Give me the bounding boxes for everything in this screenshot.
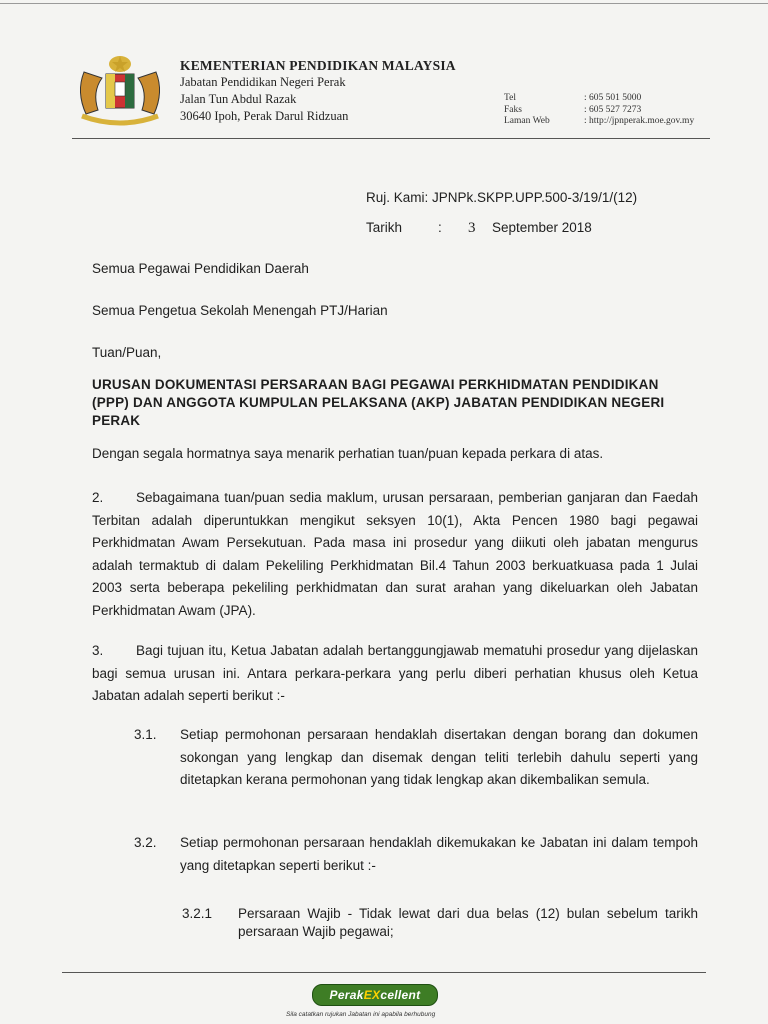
paragraph-2 bbox=[92, 487, 698, 622]
letterhead-block bbox=[180, 58, 456, 125]
contact-row-tel: Tel : 605 501 5000 bbox=[504, 93, 642, 103]
paragraph-text: Bagi tujuan itu, Ketua Jabatan adalah bertanggungjawab mematuhi prosedur yang dijelaskan bagi semua urusan ini. Antara perkara-perkara yang perlu diberi perhatian khusus oleh Ketua Jabatan adalah seperti berikut :- bbox=[92, 643, 698, 703]
contact-row-fax: Faks : 605 527 7273 bbox=[504, 104, 642, 115]
letter-date bbox=[366, 220, 592, 237]
perak-excellent-logo: Perak EX cellent bbox=[312, 984, 438, 1006]
recipient-2: Semua Pengetua Sekolah Menengah PTJ/Harian bbox=[92, 303, 388, 318]
paragraph-number: 3. bbox=[92, 643, 104, 658]
reference-number: Ruj. Kami: JPNPk.SKPP.UPP.500-3/19/1/(12) bbox=[366, 190, 638, 205]
subitem-text: Setiap permohonan persaraan hendaklah disertakan dengan borang dan dokumen sokongan yang lengkap dan disemak dengan teliti terlebih dahulu seperti yang ditetapkan kerana permohonan yang tidak lengkap akan dikembalikan semula. bbox=[180, 727, 698, 787]
department-name: Jabatan Pendidikan Negeri Perak bbox=[180, 75, 346, 89]
date-month-year: September 2018 bbox=[492, 220, 592, 235]
letter-subject: URUSAN DOKUMENTASI PERSARAAN BAGI PEGAWAI PERKHIDMATAN PENDIDIKAN (PPP) DAN ANGGOTA KUMPULAN PELAKSANA (AKP) JABATAN PENDIDIKAN NEGERI PERAK bbox=[92, 377, 665, 428]
paragraph-3 bbox=[92, 640, 698, 708]
subitem-number: 3.2.1 bbox=[182, 906, 213, 921]
top-edge-line bbox=[0, 3, 768, 4]
footer-tagline: Sila catatkan rujukan Jabatan ini apabila berhubung bbox=[286, 1011, 436, 1018]
coat-of-arms-icon bbox=[70, 52, 170, 132]
subitem-text: Persaraan Wajib - Tidak lewat dari dua belas (12) bulan sebelum tarikh persaraan Wajib pegawai; bbox=[238, 906, 698, 939]
date-label: Tarikh bbox=[366, 220, 403, 235]
subitem-3-2-1 bbox=[182, 905, 698, 941]
date-colon: : bbox=[438, 220, 442, 235]
subitem-text: Setiap permohonan persaraan hendaklah dikemukakan ke Jabatan ini dalam tempoh yang ditetapkan seperti berikut :- bbox=[180, 835, 698, 873]
contact-row-web: Laman Web : http://jpnperak.moe.gov.my bbox=[504, 116, 695, 126]
subitem-3-1 bbox=[134, 724, 698, 792]
paragraph-number: 2. bbox=[92, 490, 104, 505]
ministry-name: KEMENTERIAN PENDIDIKAN MALAYSIA bbox=[180, 58, 456, 73]
footer-divider bbox=[62, 972, 706, 973]
address-line-1: Jalan Tun Abdul Razak bbox=[180, 92, 297, 106]
header-divider bbox=[72, 138, 710, 139]
intro-paragraph: Dengan segala hormatnya saya menarik perhatian tuan/puan kepada perkara di atas. bbox=[92, 446, 604, 461]
recipient-1: Semua Pegawai Pendidikan Daerah bbox=[92, 261, 309, 276]
date-day: 3 bbox=[468, 220, 476, 236]
paragraph-text: Sebagaimana tuan/puan sedia maklum, urusan persaraan, pemberian ganjaran dan Faedah Terbitan adalah diperuntukkan mengikut seksyen 10(1), Akta Pencen 1980 bagi pegawai Perkhidmatan Awam Persekutuan. Pada masa ini prosedur yang diikuti oleh jabatan mengurus adalah termaktub di dalam Pekeliling Perkhidmatan Bil.4 Tahun 2003 berkuatkuasa pada 1 Julai 2003 serta beberapa pekeliling perkhidmatan dan surat arahan yang dikeluarkan oleh Jabatan Perkhidmatan Awam (JPA). bbox=[92, 490, 698, 618]
subitem-number: 3.1. bbox=[134, 727, 157, 742]
contact-block bbox=[504, 93, 694, 128]
salutation: Tuan/Puan, bbox=[92, 345, 162, 360]
address-line-2: 30640 Ipoh, Perak Darul Ridzuan bbox=[180, 109, 349, 123]
subitem-number: 3.2. bbox=[134, 835, 157, 850]
subitem-3-2 bbox=[134, 832, 698, 877]
